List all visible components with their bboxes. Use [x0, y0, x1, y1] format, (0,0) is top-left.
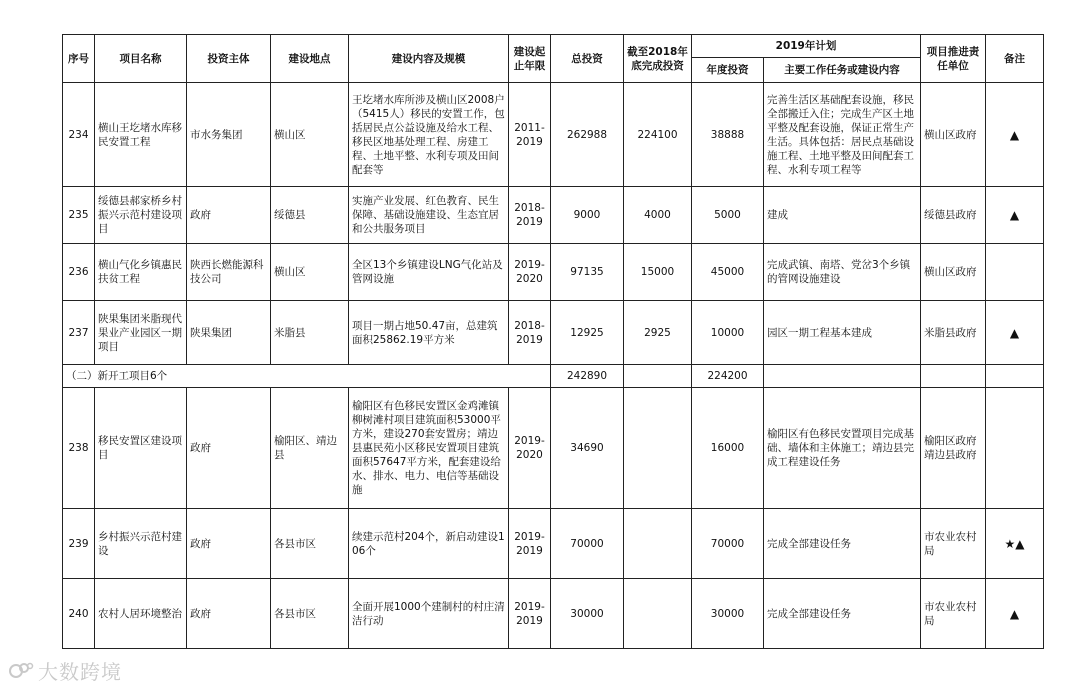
header-seq: 序号 [63, 35, 95, 83]
section-title: （二）新开工项目6个 [63, 365, 551, 388]
watermark-logo-icon [8, 661, 34, 681]
cell-remark: ▲ [986, 579, 1044, 649]
cell-project-name: 农村人居环境整治 [95, 579, 187, 649]
cell-investor: 政府 [187, 388, 271, 509]
cell-location: 横山区 [271, 83, 349, 187]
cell-content: 榆阳区有色移民安置区金鸡滩镇柳树滩村项目建筑面积53000平方米，建设270套安置房；靖边县惠民苑小区移民安置项目建筑面积57647平方米，配套建设给水、排水、电力、电信等基础设施 [349, 388, 509, 509]
cell-responsible: 横山区政府 [921, 244, 986, 301]
cell-remark: ★▲ [986, 509, 1044, 579]
cell-tasks: 完成全部建设任务 [764, 579, 921, 649]
cell-project-name: 乡村振兴示范村建设 [95, 509, 187, 579]
cell-content: 续建示范村204个，新启动建设106个 [349, 509, 509, 579]
cell-responsible: 市农业农村局 [921, 579, 986, 649]
table-row [63, 388, 1044, 509]
cell-seq: 237 [63, 301, 95, 365]
cell-responsible: 横山区政府 [921, 83, 986, 187]
cell-tasks: 完善生活区基础配套设施，移民全部搬迁入住；完成生产区土地平整及配套设施，保证正常生产生活。具体包括：居民点基础设施工程、土地平整及田间配套工程、水利专项工程等 [764, 83, 921, 187]
cell-content: 全区13个乡镇建设LNG气化站及管网设施 [349, 244, 509, 301]
cell-period: 2019-2020 [509, 244, 551, 301]
header-content: 建设内容及规模 [349, 35, 509, 83]
cell-investor: 市水务集团 [187, 83, 271, 187]
table-row [63, 83, 1044, 187]
cell-annual: 45000 [692, 244, 764, 301]
cell-period: 2018-2019 [509, 187, 551, 244]
header-completed-2018: 截至2018年底完成投资 [624, 35, 692, 83]
cell-responsible: 米脂县政府 [921, 301, 986, 365]
cell-period: 2011-2019 [509, 83, 551, 187]
cell-tasks: 完成全部建设任务 [764, 509, 921, 579]
cell-seq: 239 [63, 509, 95, 579]
header-investor: 投资主体 [187, 35, 271, 83]
watermark-text: 大数跨境 [38, 660, 122, 684]
cell-project-name: 横山王圪堵水库移民安置工程 [95, 83, 187, 187]
watermark [8, 656, 122, 685]
cell-location: 榆阳区、靖边县 [271, 388, 349, 509]
cell-tasks: 完成武镇、南塔、党岔3个乡镇的管网设施建设 [764, 244, 921, 301]
cell-responsible: 绥德县政府 [921, 187, 986, 244]
cell-completed: 4000 [624, 187, 692, 244]
cell-seq: 236 [63, 244, 95, 301]
section-responsible-empty [921, 365, 986, 388]
cell-remark: ▲ [986, 187, 1044, 244]
cell-remark: ▲ [986, 83, 1044, 187]
cell-total: 34690 [551, 388, 624, 509]
cell-total: 97135 [551, 244, 624, 301]
cell-investor: 政府 [187, 509, 271, 579]
header-period: 建设起止年限 [509, 35, 551, 83]
table-row [63, 244, 1044, 301]
cell-project-name: 陕果集团米脂现代果业产业园区一期项目 [95, 301, 187, 365]
cell-investor: 政府 [187, 187, 271, 244]
cell-remark: ▲ [986, 301, 1044, 365]
table-row [63, 509, 1044, 579]
cell-completed: 224100 [624, 83, 692, 187]
section-completed-empty [624, 365, 692, 388]
cell-project-name: 绥德县郝家桥乡村振兴示范村建设项目 [95, 187, 187, 244]
cell-investor: 陕西长燃能源科技公司 [187, 244, 271, 301]
cell-seq: 238 [63, 388, 95, 509]
cell-completed [624, 579, 692, 649]
cell-remark [986, 388, 1044, 509]
cell-tasks: 园区一期工程基本建成 [764, 301, 921, 365]
cell-responsible: 榆阳区政府靖边县政府 [921, 388, 986, 509]
cell-content: 王圪堵水库所涉及横山区2008户（5415人）移民的安置工作，包括居民点公益设施及给水工程、移民区地基处理工程、房建工程、土地平整、水利专项及田间配套等 [349, 83, 509, 187]
header-row-1 [63, 35, 1044, 58]
cell-seq: 240 [63, 579, 95, 649]
cell-total: 12925 [551, 301, 624, 365]
section-total: 242890 [551, 365, 624, 388]
cell-project-name: 横山气化乡镇惠民扶贫工程 [95, 244, 187, 301]
cell-total: 70000 [551, 509, 624, 579]
section-tasks-empty [764, 365, 921, 388]
cell-total: 30000 [551, 579, 624, 649]
cell-completed: 2925 [624, 301, 692, 365]
cell-annual: 30000 [692, 579, 764, 649]
cell-location: 横山区 [271, 244, 349, 301]
section-row [63, 365, 1044, 388]
cell-seq: 235 [63, 187, 95, 244]
cell-location: 各县市区 [271, 509, 349, 579]
cell-location: 米脂县 [271, 301, 349, 365]
cell-annual: 16000 [692, 388, 764, 509]
cell-period: 2019-2019 [509, 579, 551, 649]
cell-content: 全面开展1000个建制村的村庄清洁行动 [349, 579, 509, 649]
cell-project-name: 移民安置区建设项目 [95, 388, 187, 509]
cell-annual: 5000 [692, 187, 764, 244]
investment-plan-table [62, 34, 1044, 649]
header-remarks: 备注 [986, 35, 1044, 83]
header-plan-2019: 2019年计划 [692, 35, 921, 58]
cell-tasks: 榆阳区有色移民安置项目完成基础、墙体和主体施工；靖边县完成工程建设任务 [764, 388, 921, 509]
cell-content: 项目一期占地50.47亩，总建筑面积25862.19平方米 [349, 301, 509, 365]
cell-period: 2019-2019 [509, 509, 551, 579]
header-main-tasks: 主要工作任务或建设内容 [764, 58, 921, 83]
cell-responsible: 市农业农村局 [921, 509, 986, 579]
table-row [63, 301, 1044, 365]
cell-total: 9000 [551, 187, 624, 244]
cell-period: 2018-2019 [509, 301, 551, 365]
header-responsible: 项目推进责任单位 [921, 35, 986, 83]
cell-location: 各县市区 [271, 579, 349, 649]
cell-investor: 陕果集团 [187, 301, 271, 365]
cell-annual: 10000 [692, 301, 764, 365]
section-remark-empty [986, 365, 1044, 388]
cell-total: 262988 [551, 83, 624, 187]
header-annual-investment: 年度投资 [692, 58, 764, 83]
header-total-investment: 总投资 [551, 35, 624, 83]
cell-seq: 234 [63, 83, 95, 187]
table-row [63, 579, 1044, 649]
section-annual: 224200 [692, 365, 764, 388]
cell-investor: 政府 [187, 579, 271, 649]
cell-completed [624, 509, 692, 579]
cell-remark [986, 244, 1044, 301]
cell-content: 实施产业发展、红色教育、民生保障、基础设施建设、生态宜居和公共服务项目 [349, 187, 509, 244]
cell-completed: 15000 [624, 244, 692, 301]
cell-completed [624, 388, 692, 509]
header-location: 建设地点 [271, 35, 349, 83]
cell-period: 2019-2020 [509, 388, 551, 509]
table-row [63, 187, 1044, 244]
header-project-name: 项目名称 [95, 35, 187, 83]
cell-location: 绥德县 [271, 187, 349, 244]
cell-annual: 38888 [692, 83, 764, 187]
cell-annual: 70000 [692, 509, 764, 579]
cell-tasks: 建成 [764, 187, 921, 244]
